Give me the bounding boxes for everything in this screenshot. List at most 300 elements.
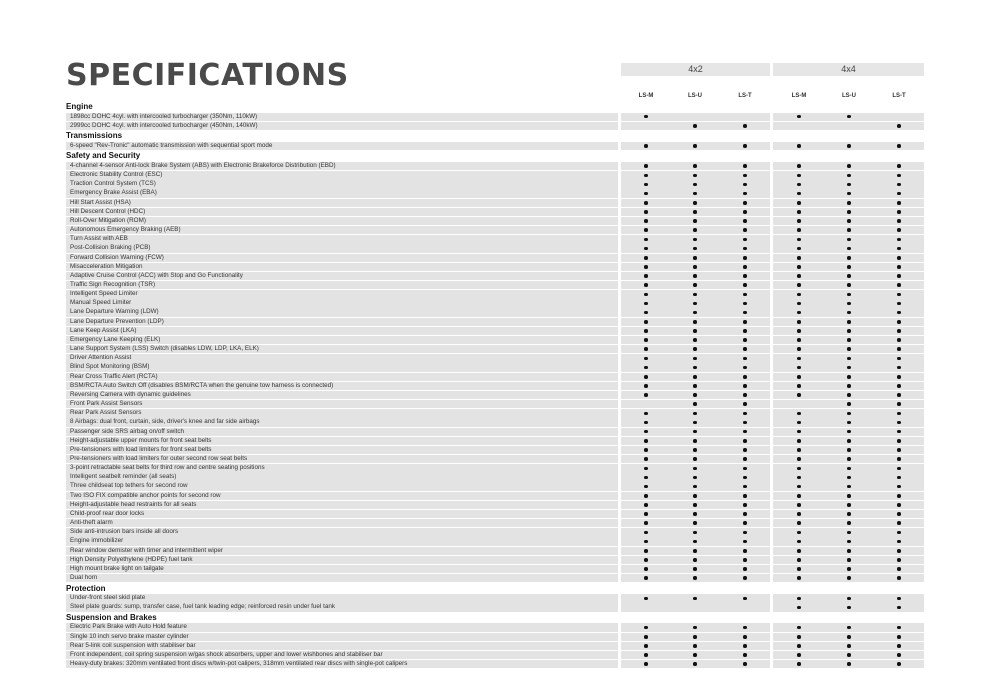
standard-feature-dot-icon <box>644 521 648 525</box>
standard-feature-dot-icon <box>897 635 901 639</box>
spec-label: 1898cc DOHC 4cyl. with intercooled turbocharger (350Nm, 110kW) <box>66 113 618 121</box>
standard-feature-dot-icon <box>644 219 648 223</box>
standard-feature-dot-icon <box>693 644 697 648</box>
standard-feature-dot-icon <box>897 228 901 232</box>
standard-feature-dot-icon <box>693 201 697 205</box>
spec-row <box>66 445 924 454</box>
standard-feature-dot-icon <box>743 448 747 452</box>
standard-feature-dot-icon <box>797 144 801 148</box>
standard-feature-dot-icon <box>797 201 801 205</box>
spec-label: Misacceleration Mitigation <box>66 263 618 271</box>
spec-label: Intelligent Speed Limiter <box>66 290 618 298</box>
spec-label: Heavy-duty brakes: 320mm ventilated front discs w/twin-pot calipers, 318mm ventilated rear discs with single-pot calipers <box>66 660 618 668</box>
standard-feature-dot-icon <box>693 256 697 260</box>
trim-header-4x2-ls-m: LS-M <box>638 93 654 99</box>
page-title: SPECIFICATIONS <box>66 58 349 93</box>
spec-label: Pre-tensioners with load limiters for outer second row seat belts <box>66 455 618 463</box>
standard-feature-dot-icon <box>644 653 648 657</box>
standard-feature-dot-icon <box>847 238 851 242</box>
spec-label: Height-adjustable head restraints for all seats <box>66 501 618 509</box>
standard-feature-dot-icon <box>847 531 851 535</box>
standard-feature-dot-icon <box>897 338 901 342</box>
standard-feature-dot-icon <box>847 476 851 480</box>
spec-label: Post-Collision Braking (PCB) <box>66 244 618 252</box>
standard-feature-dot-icon <box>797 293 801 297</box>
standard-feature-dot-icon <box>644 421 648 425</box>
standard-feature-dot-icon <box>693 375 697 379</box>
spec-row <box>66 141 924 150</box>
standard-feature-dot-icon <box>897 283 901 287</box>
spec-label: Steel plate guards: sump, transfer case, fuel tank leading edge; reinforced resin under fuel tank <box>66 603 618 611</box>
standard-feature-dot-icon <box>644 393 648 397</box>
spec-label: Pre-tensioners with load limiters for front seat belts <box>66 446 618 454</box>
standard-feature-dot-icon <box>693 274 697 278</box>
standard-feature-dot-icon <box>897 606 901 610</box>
standard-feature-dot-icon <box>644 576 648 580</box>
standard-feature-dot-icon <box>847 412 851 416</box>
section-heading: Safety and Security <box>66 151 141 161</box>
spec-label: Lane Support System (LSS) Switch (disables LDW, LDP, LKA, ELK) <box>66 345 618 353</box>
spec-label: 8 Airbags: dual front, curtain, side, driver's knee and far side airbags <box>66 418 618 426</box>
standard-feature-dot-icon <box>743 467 747 471</box>
standard-feature-dot-icon <box>693 393 697 397</box>
standard-feature-dot-icon <box>797 606 801 610</box>
standard-feature-dot-icon <box>797 558 801 562</box>
spec-row <box>66 345 924 354</box>
standard-feature-dot-icon <box>797 412 801 416</box>
spec-row <box>66 121 924 130</box>
standard-feature-dot-icon <box>693 265 697 269</box>
standard-feature-dot-icon <box>644 228 648 232</box>
spec-row <box>66 290 924 299</box>
spec-row <box>66 482 924 491</box>
spec-row <box>66 641 924 650</box>
standard-feature-dot-icon <box>644 144 648 148</box>
spec-row <box>66 216 924 225</box>
standard-feature-dot-icon <box>644 457 648 461</box>
spec-label: Rear Cross Traffic Alert (RCTA) <box>66 373 618 381</box>
spec-row <box>66 253 924 262</box>
standard-feature-dot-icon <box>644 503 648 507</box>
standard-feature-dot-icon <box>847 606 851 610</box>
standard-feature-dot-icon <box>743 393 747 397</box>
standard-feature-dot-icon <box>897 375 901 379</box>
standard-feature-dot-icon <box>847 597 851 601</box>
standard-feature-dot-icon <box>743 662 747 666</box>
standard-feature-dot-icon <box>693 653 697 657</box>
standard-feature-dot-icon <box>797 457 801 461</box>
standard-feature-dot-icon <box>847 338 851 342</box>
standard-feature-dot-icon <box>743 384 747 388</box>
standard-feature-dot-icon <box>644 338 648 342</box>
spec-label: Emergency Brake Assist (EBA) <box>66 189 618 197</box>
standard-feature-dot-icon <box>693 144 697 148</box>
spec-row <box>66 161 924 170</box>
spec-label: Rear Park Assist Sensors <box>66 409 618 417</box>
spec-label: Engine immobilizer <box>66 537 618 545</box>
standard-feature-dot-icon <box>797 238 801 242</box>
standard-feature-dot-icon <box>644 597 648 601</box>
standard-feature-dot-icon <box>847 256 851 260</box>
standard-feature-dot-icon <box>897 210 901 214</box>
standard-feature-dot-icon <box>644 476 648 480</box>
standard-feature-dot-icon <box>743 144 747 148</box>
standard-feature-dot-icon <box>797 653 801 657</box>
standard-feature-dot-icon <box>644 302 648 306</box>
standard-feature-dot-icon <box>897 597 901 601</box>
standard-feature-dot-icon <box>897 412 901 416</box>
spec-label: BSM/RCTA Auto Switch Off (disables BSM/RCTA when the genuine tow harness is connected) <box>66 382 618 390</box>
standard-feature-dot-icon <box>743 174 747 178</box>
standard-feature-dot-icon <box>847 439 851 443</box>
standard-feature-dot-icon <box>743 412 747 416</box>
standard-feature-dot-icon <box>743 238 747 242</box>
standard-feature-dot-icon <box>847 448 851 452</box>
standard-feature-dot-icon <box>797 439 801 443</box>
standard-feature-dot-icon <box>897 457 901 461</box>
standard-feature-dot-icon <box>847 375 851 379</box>
standard-feature-dot-icon <box>644 439 648 443</box>
standard-feature-dot-icon <box>644 662 648 666</box>
standard-feature-dot-icon <box>897 238 901 242</box>
standard-feature-dot-icon <box>693 320 697 324</box>
standard-feature-dot-icon <box>797 219 801 223</box>
trim-header-4x4-ls-t: LS-T <box>892 93 906 99</box>
spec-row <box>66 189 924 198</box>
standard-feature-dot-icon <box>644 293 648 297</box>
standard-feature-dot-icon <box>693 576 697 580</box>
standard-feature-dot-icon <box>797 597 801 601</box>
standard-feature-dot-icon <box>847 357 851 361</box>
standard-feature-dot-icon <box>644 347 648 351</box>
standard-feature-dot-icon <box>797 531 801 535</box>
standard-feature-dot-icon <box>847 144 851 148</box>
standard-feature-dot-icon <box>693 567 697 571</box>
standard-feature-dot-icon <box>897 662 901 666</box>
standard-feature-dot-icon <box>693 494 697 498</box>
standard-feature-dot-icon <box>743 329 747 333</box>
standard-feature-dot-icon <box>797 256 801 260</box>
spec-row <box>66 335 924 344</box>
standard-feature-dot-icon <box>897 439 901 443</box>
standard-feature-dot-icon <box>897 302 901 306</box>
standard-feature-dot-icon <box>693 549 697 553</box>
standard-feature-dot-icon <box>797 320 801 324</box>
standard-feature-dot-icon <box>797 448 801 452</box>
spec-row <box>66 632 924 641</box>
standard-feature-dot-icon <box>847 293 851 297</box>
spec-row <box>66 271 924 280</box>
standard-feature-dot-icon <box>897 219 901 223</box>
standard-feature-dot-icon <box>897 393 901 397</box>
standard-feature-dot-icon <box>797 521 801 525</box>
standard-feature-dot-icon <box>797 576 801 580</box>
standard-feature-dot-icon <box>897 357 901 361</box>
standard-feature-dot-icon <box>797 375 801 379</box>
standard-feature-dot-icon <box>897 503 901 507</box>
standard-feature-dot-icon <box>693 183 697 187</box>
spec-label: Intelligent seatbelt reminder (all seats) <box>66 473 618 481</box>
spec-label: Passenger side SRS airbag on/off switch <box>66 428 618 436</box>
spec-row <box>66 427 924 436</box>
standard-feature-dot-icon <box>797 662 801 666</box>
standard-feature-dot-icon <box>847 567 851 571</box>
standard-feature-dot-icon <box>847 467 851 471</box>
spec-row <box>66 436 924 445</box>
standard-feature-dot-icon <box>743 576 747 580</box>
standard-feature-dot-icon <box>693 531 697 535</box>
spec-row <box>66 400 924 409</box>
standard-feature-dot-icon <box>897 274 901 278</box>
standard-feature-dot-icon <box>743 503 747 507</box>
standard-feature-dot-icon <box>743 644 747 648</box>
standard-feature-dot-icon <box>797 644 801 648</box>
spec-label: Two ISO FIX compatible anchor points for second row <box>66 492 618 500</box>
standard-feature-dot-icon <box>743 402 747 406</box>
standard-feature-dot-icon <box>743 512 747 516</box>
spec-label: High Density Polyethylene (HDPE) fuel tank <box>66 556 618 564</box>
spec-row <box>66 326 924 335</box>
spec-row <box>66 546 924 555</box>
spec-row <box>66 372 924 381</box>
standard-feature-dot-icon <box>644 384 648 388</box>
group-header-4x4: 4x4 <box>773 63 924 76</box>
spec-row <box>66 390 924 399</box>
standard-feature-dot-icon <box>743 597 747 601</box>
standard-feature-dot-icon <box>693 412 697 416</box>
spec-label: Electronic Stability Control (ESC) <box>66 171 618 179</box>
spec-label: Child-proof rear door locks <box>66 510 618 518</box>
standard-feature-dot-icon <box>847 164 851 168</box>
standard-feature-dot-icon <box>693 124 697 128</box>
standard-feature-dot-icon <box>847 644 851 648</box>
standard-feature-dot-icon <box>693 467 697 471</box>
standard-feature-dot-icon <box>644 274 648 278</box>
standard-feature-dot-icon <box>743 219 747 223</box>
standard-feature-dot-icon <box>644 265 648 269</box>
standard-feature-dot-icon <box>693 503 697 507</box>
standard-feature-dot-icon <box>743 302 747 306</box>
standard-feature-dot-icon <box>743 357 747 361</box>
spec-row <box>66 594 924 603</box>
standard-feature-dot-icon <box>847 174 851 178</box>
spec-label: High mount brake light on tailgate <box>66 565 618 573</box>
standard-feature-dot-icon <box>743 347 747 351</box>
standard-feature-dot-icon <box>847 219 851 223</box>
standard-feature-dot-icon <box>797 283 801 287</box>
standard-feature-dot-icon <box>797 476 801 480</box>
standard-feature-dot-icon <box>847 302 851 306</box>
standard-feature-dot-icon <box>847 653 851 657</box>
spec-row <box>66 603 924 612</box>
standard-feature-dot-icon <box>897 320 901 324</box>
standard-feature-dot-icon <box>847 457 851 461</box>
standard-feature-dot-icon <box>743 521 747 525</box>
trim-header-4x2-ls-t: LS-T <box>738 93 752 99</box>
standard-feature-dot-icon <box>644 512 648 516</box>
spec-row <box>66 537 924 546</box>
spec-row <box>66 381 924 390</box>
standard-feature-dot-icon <box>743 256 747 260</box>
standard-feature-dot-icon <box>847 384 851 388</box>
standard-feature-dot-icon <box>743 531 747 535</box>
standard-feature-dot-icon <box>847 576 851 580</box>
spec-label: Driver Attention Assist <box>66 354 618 362</box>
standard-feature-dot-icon <box>644 210 648 214</box>
standard-feature-dot-icon <box>897 347 901 351</box>
spec-label: Hill Descent Control (HDC) <box>66 208 618 216</box>
standard-feature-dot-icon <box>693 357 697 361</box>
standard-feature-dot-icon <box>897 549 901 553</box>
standard-feature-dot-icon <box>847 329 851 333</box>
standard-feature-dot-icon <box>743 124 747 128</box>
standard-feature-dot-icon <box>797 503 801 507</box>
group-header-4x2: 4x2 <box>621 63 770 76</box>
spec-label: Turn Assist with AEB <box>66 235 618 243</box>
standard-feature-dot-icon <box>644 164 648 168</box>
standard-feature-dot-icon <box>693 402 697 406</box>
standard-feature-dot-icon <box>897 467 901 471</box>
standard-feature-dot-icon <box>693 521 697 525</box>
standard-feature-dot-icon <box>897 521 901 525</box>
standard-feature-dot-icon <box>897 183 901 187</box>
standard-feature-dot-icon <box>743 274 747 278</box>
spec-label: Single 10 inch servo brake master cylinder <box>66 633 618 641</box>
standard-feature-dot-icon <box>693 238 697 242</box>
standard-feature-dot-icon <box>897 201 901 205</box>
standard-feature-dot-icon <box>644 531 648 535</box>
standard-feature-dot-icon <box>797 183 801 187</box>
standard-feature-dot-icon <box>644 201 648 205</box>
spec-row <box>66 207 924 216</box>
standard-feature-dot-icon <box>897 256 901 260</box>
standard-feature-dot-icon <box>693 457 697 461</box>
standard-feature-dot-icon <box>743 549 747 553</box>
standard-feature-dot-icon <box>644 558 648 562</box>
standard-feature-dot-icon <box>897 293 901 297</box>
standard-feature-dot-icon <box>693 476 697 480</box>
trim-header-4x2-ls-u: LS-U <box>688 93 702 99</box>
spec-label: Lane Departure Warning (LDW) <box>66 308 618 316</box>
standard-feature-dot-icon <box>693 347 697 351</box>
standard-feature-dot-icon <box>797 635 801 639</box>
spec-row <box>66 354 924 363</box>
standard-feature-dot-icon <box>693 662 697 666</box>
spec-row <box>66 473 924 482</box>
standard-feature-dot-icon <box>644 183 648 187</box>
standard-feature-dot-icon <box>897 567 901 571</box>
standard-feature-dot-icon <box>897 402 901 406</box>
standard-feature-dot-icon <box>797 467 801 471</box>
spec-label: Front Park Assist Sensors <box>66 400 618 408</box>
standard-feature-dot-icon <box>897 494 901 498</box>
standard-feature-dot-icon <box>693 219 697 223</box>
standard-feature-dot-icon <box>797 265 801 269</box>
spec-label: Under-front steel skid plate <box>66 594 618 602</box>
spec-label: Traction Control System (TCS) <box>66 180 618 188</box>
spec-label: Hill Start Assist (HSA) <box>66 199 618 207</box>
availability-band <box>773 122 924 130</box>
standard-feature-dot-icon <box>743 183 747 187</box>
standard-feature-dot-icon <box>743 283 747 287</box>
spec-label: 6-speed "Rev-Tronic" automatic transmission with sequential sport mode <box>66 142 618 150</box>
standard-feature-dot-icon <box>743 164 747 168</box>
spec-row <box>66 454 924 463</box>
section-heading: Protection <box>66 583 106 593</box>
standard-feature-dot-icon <box>644 357 648 361</box>
standard-feature-dot-icon <box>644 256 648 260</box>
spec-row <box>66 574 924 583</box>
spec-row <box>66 198 924 207</box>
spec-label: Reversing Camera with dynamic guidelines <box>66 391 618 399</box>
spec-label: Roll-Over Mitigation (ROM) <box>66 217 618 225</box>
standard-feature-dot-icon <box>797 512 801 516</box>
standard-feature-dot-icon <box>897 576 901 580</box>
standard-feature-dot-icon <box>644 174 648 178</box>
standard-feature-dot-icon <box>693 293 697 297</box>
standard-feature-dot-icon <box>797 494 801 498</box>
standard-feature-dot-icon <box>644 283 648 287</box>
spec-row <box>66 555 924 564</box>
standard-feature-dot-icon <box>797 164 801 168</box>
standard-feature-dot-icon <box>897 558 901 562</box>
spec-label: Height-adjustable upper mounts for front seat belts <box>66 437 618 445</box>
standard-feature-dot-icon <box>797 338 801 342</box>
standard-feature-dot-icon <box>847 503 851 507</box>
standard-feature-dot-icon <box>847 283 851 287</box>
standard-feature-dot-icon <box>797 357 801 361</box>
standard-feature-dot-icon <box>693 164 697 168</box>
standard-feature-dot-icon <box>897 421 901 425</box>
standard-feature-dot-icon <box>847 512 851 516</box>
spec-label: Rear 5-link coil suspension with stabiliser bar <box>66 642 618 650</box>
standard-feature-dot-icon <box>847 662 851 666</box>
standard-feature-dot-icon <box>644 644 648 648</box>
standard-feature-dot-icon <box>743 494 747 498</box>
standard-feature-dot-icon <box>797 228 801 232</box>
standard-feature-dot-icon <box>644 467 648 471</box>
standard-feature-dot-icon <box>897 644 901 648</box>
standard-feature-dot-icon <box>847 210 851 214</box>
spec-row <box>66 235 924 244</box>
spec-row <box>66 623 924 632</box>
standard-feature-dot-icon <box>693 597 697 601</box>
spec-row <box>66 409 924 418</box>
standard-feature-dot-icon <box>847 347 851 351</box>
standard-feature-dot-icon <box>743 375 747 379</box>
standard-feature-dot-icon <box>693 439 697 443</box>
standard-feature-dot-icon <box>743 558 747 562</box>
standard-feature-dot-icon <box>847 421 851 425</box>
standard-feature-dot-icon <box>644 375 648 379</box>
standard-feature-dot-icon <box>847 228 851 232</box>
availability-band <box>621 603 770 611</box>
spec-label: Emergency Lane Keeping (ELK) <box>66 336 618 344</box>
standard-feature-dot-icon <box>897 512 901 516</box>
standard-feature-dot-icon <box>743 457 747 461</box>
spec-row <box>66 418 924 427</box>
spec-row <box>66 650 924 659</box>
standard-feature-dot-icon <box>797 302 801 306</box>
standard-feature-dot-icon <box>847 183 851 187</box>
standard-feature-dot-icon <box>897 653 901 657</box>
standard-feature-dot-icon <box>693 302 697 306</box>
standard-feature-dot-icon <box>797 174 801 178</box>
standard-feature-dot-icon <box>644 635 648 639</box>
spec-label: Lane Keep Assist (LKA) <box>66 327 618 335</box>
standard-feature-dot-icon <box>693 283 697 287</box>
spec-label: Adaptive Cruise Control (ACC) with Stop and Go Functionality <box>66 272 618 280</box>
